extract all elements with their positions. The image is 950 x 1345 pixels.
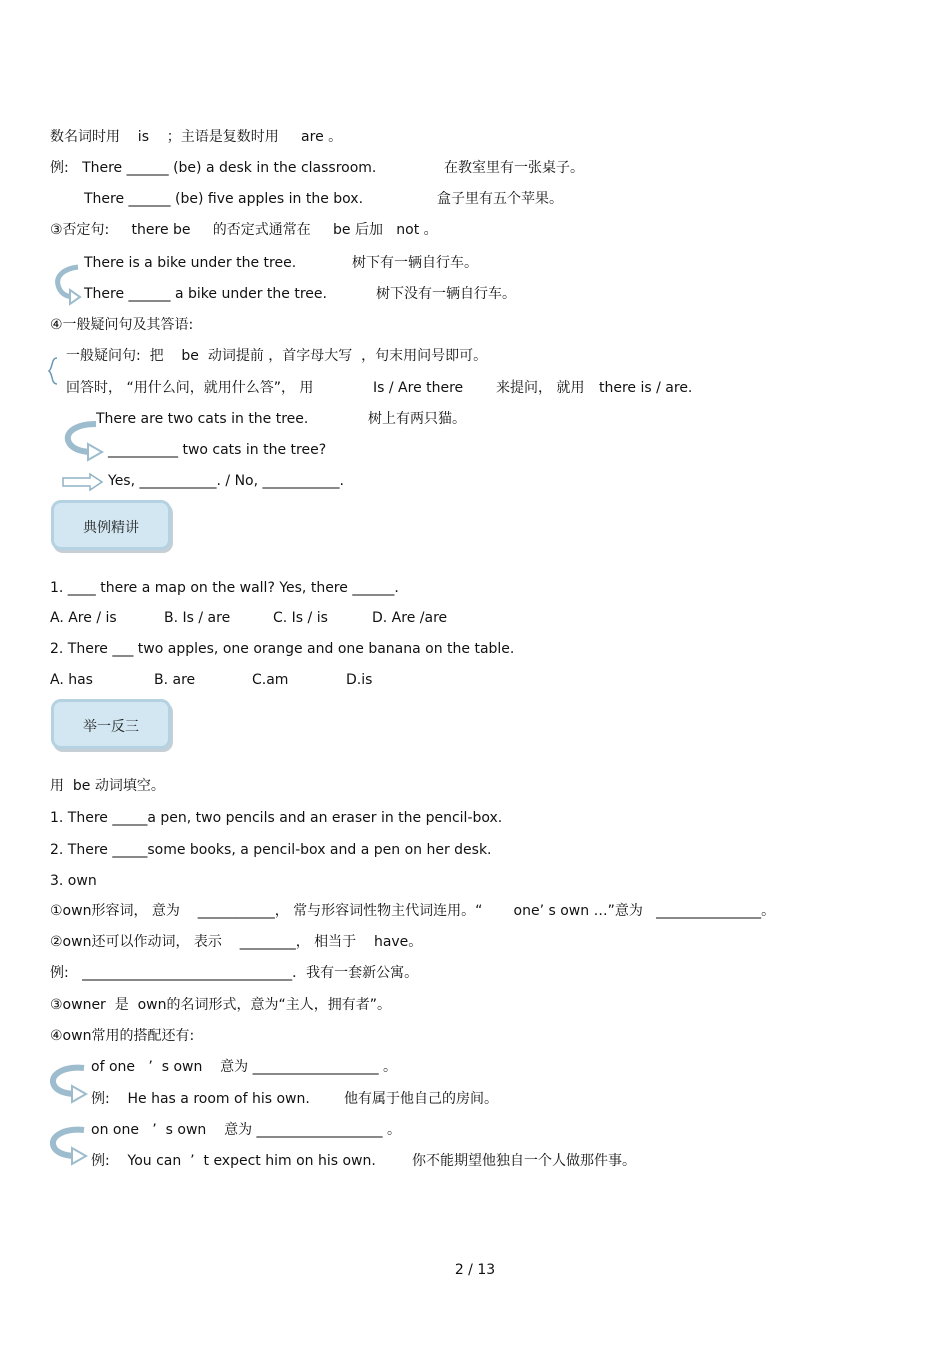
section-badge-examples	[51, 500, 171, 550]
example-translation: 在教室里有一张桌子。	[444, 160, 584, 176]
rule-text: there is / are.	[599, 380, 693, 396]
curved-arrow-icon	[48, 1062, 90, 1104]
option: D.is	[346, 672, 373, 688]
topic-heading: 3. own	[50, 873, 97, 889]
right-arrow-icon	[62, 474, 104, 490]
example-translation: 他有属于他自己的房间。	[344, 1091, 498, 1107]
option: A. Are / is	[50, 610, 117, 626]
collocation: of one ’ s own 意为 __________________ 。	[91, 1059, 398, 1075]
example-sentence: 例: You can ’ t expect him on his own.	[91, 1153, 376, 1169]
example-sentence: There ______ (be) five apples in the box.	[84, 191, 364, 207]
page-number: 2 / 13	[454, 1262, 496, 1278]
section-badge-label: 典例精讲	[83, 520, 139, 536]
option: C.am	[252, 672, 289, 688]
rule-text: 来提问， 就用	[496, 380, 585, 396]
option: A. has	[50, 672, 93, 688]
curved-arrow-icon	[54, 263, 84, 307]
example-translation: 树下没有一辆自行车。	[376, 286, 516, 302]
curved-arrow-icon	[48, 1124, 90, 1166]
rule-text: Is / Are there	[373, 380, 464, 396]
example-translation: 树下有一辆自行车。	[352, 255, 478, 271]
question: 2. There ___ two apples, one orange and one banana on the table.	[50, 641, 515, 657]
example-sentence: 例: There ______ (be) a desk in the classroom.	[50, 160, 377, 176]
section-badge-label: 举一反三	[83, 719, 139, 735]
collocation: on one ’ s own 意为 __________________ 。	[91, 1122, 401, 1138]
example-translation: 树上有两只猫。	[368, 411, 466, 427]
example-sentence: 例: ______________________________．我有一套新公寓。	[50, 965, 419, 981]
question: 1. ____ there a map on the wall? Yes, there ______.	[50, 580, 399, 596]
instruction: 用 be 动词填空。	[50, 778, 165, 794]
brace-icon	[46, 356, 60, 386]
rule-text: ③owner 是 own的名词形式，意为“主人，拥有者”。	[50, 997, 392, 1013]
text-line: 数名词时用 is ；主语是复数时用 are 。	[50, 129, 343, 145]
rule-text: ②own还可以作动词， 表示 ________， 相当于 have。	[50, 934, 423, 950]
rule-heading: ③否定句: there be 的否定式通常在 be 后加 not 。	[50, 222, 438, 238]
example-translation: 盒子里有五个苹果。	[437, 191, 563, 207]
rule-heading: ④own常用的搭配还有:	[50, 1028, 195, 1044]
example-sentence: There is a bike under the tree.	[84, 255, 297, 271]
option: C. Is / is	[273, 610, 328, 626]
rule-text: ①own形容词， 意为 ___________， 常与形容词性物主代词连用。“ one’ s own …”意为 _______________。	[50, 903, 776, 919]
exercise: 1. There _____a pen, two pencils and an eraser in the pencil-box.	[50, 810, 503, 826]
rule-text: 一般疑问句: 把 be 动词提前 ，首字母大写 ，句末用问号即可。	[66, 348, 488, 364]
rule-heading: ④一般疑问句及其答语:	[50, 317, 194, 333]
example-sentence: There are two cats in the tree.	[96, 411, 309, 427]
curved-arrow-icon	[62, 420, 106, 460]
example-translation: 你不能期望他独自一个人做那件事。	[412, 1153, 636, 1169]
option: B. Is / are	[164, 610, 231, 626]
example-sentence: There ______ a bike under the tree.	[84, 286, 327, 302]
option: D. Are /are	[372, 610, 448, 626]
rule-text: 回答时， “用什么问，就用什么答”， 用	[66, 380, 314, 396]
example-sentence: __________ two cats in the tree?	[108, 442, 327, 458]
option: B. are	[154, 672, 196, 688]
example-sentence: Yes, ___________. / No, ___________.	[108, 473, 344, 489]
example-sentence: 例: He has a room of his own.	[91, 1091, 310, 1107]
exercise: 2. There _____some books, a pencil-box and a pen on her desk.	[50, 842, 492, 858]
section-badge-practice	[51, 699, 171, 749]
